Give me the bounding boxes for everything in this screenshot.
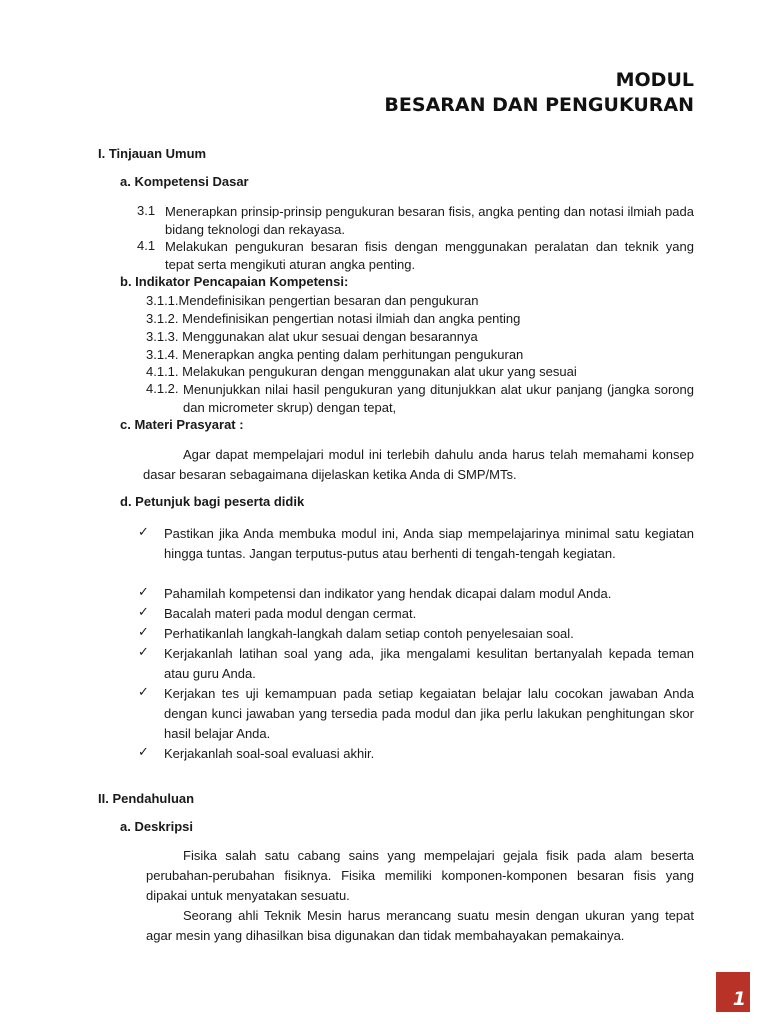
check-mark-icon: ✓ — [138, 644, 149, 659]
kd-number: 4.1 — [137, 238, 156, 253]
kd-number: 3.1 — [137, 203, 156, 218]
description-paragraph: Seorang ahli Teknik Mesin harus merancang suatu mesin dengan ukuran yang tepat agar mesin yang dihasilkan bisa digunakan dan tidak membahayakan pemakainya. — [146, 908, 694, 943]
subsection-d-heading: d. Petunjuk bagi peserta didik — [120, 494, 305, 509]
kd-text: Melakukan pengukuran besaran fisis dengan menggunakan peralatan dan teknik yang tepat serta mengikuti aturan angka penting. — [165, 239, 694, 272]
description-paragraph: Fisika salah satu cabang sains yang mempelajari gejala fisik pada alam beserta perubahan-perubahan fisiknya. Fisika memiliki komponen-komponen besaran fisis yang dipakai untuk menyatakan sesuatu. — [146, 848, 694, 903]
module-title — [384, 68, 694, 118]
check-mark-icon: ✓ — [138, 604, 149, 619]
indicator-item: 3.1.3. Menggunakan alat ukur sesuai dengan besarannya — [146, 329, 478, 344]
checklist-item: ✓ Kerjakanlah latihan soal yang ada, jika mengalami kesulitan bertanyalah kepada teman atau guru Anda. — [138, 644, 694, 681]
title-line-1: MODUL — [615, 69, 694, 91]
indicator-item: 4.1.1. Melakukan pengukuran dengan menggunakan alat ukur yang sesuai — [146, 364, 577, 379]
kd-text: Menerapkan prinsip-prinsip pengukuran besaran fisis, angka penting dan notasi ilmiah pada bidang teknologi dan rekayasa. — [165, 204, 694, 237]
checklist-item: ✓ Bacalah materi pada modul dengan cermat. — [138, 604, 417, 621]
checklist-item: ✓ Perhatikanlah langkah-langkah dalam setiap contoh penyelesaian soal. — [138, 624, 574, 641]
subsection-a-heading: a. Kompetensi Dasar — [120, 174, 249, 189]
subsection-a-heading: a. Deskripsi — [120, 819, 193, 834]
indicator-text: Menunjukkan nilai hasil pengukuran yang ditunjukkan alat ukur panjang (jangka sorong dan micrometer skrup) dengan tepat, — [183, 382, 694, 415]
checklist-item: ✓ Kerjakanlah soal-soal evaluasi akhir. — [138, 744, 375, 761]
checklist-item: ✓ Kerjakan tes uji kemampuan pada setiap kegaiatan belajar lalu cocokan jawaban Anda dengan kunci jawaban yang tersedia pada modul dan jika perlu lakukan penghitungan skor hasil belajar Anda. — [138, 684, 694, 741]
checklist-item: ✓ Pahamilah kompetensi dan indikator yang hendak dicapai dalam modul Anda. — [138, 584, 612, 601]
title-line-2: BESARAN DAN PENGUKURAN — [384, 94, 694, 116]
section-2-heading: II. Pendahuluan — [98, 791, 195, 806]
check-mark-icon: ✓ — [138, 744, 149, 759]
check-mark-icon: ✓ — [138, 524, 149, 539]
check-mark-icon: ✓ — [138, 684, 149, 699]
subsection-c-heading: c. Materi Prasyarat : — [120, 417, 244, 432]
indicator-item: 3.1.4. Menerapkan angka penting dalam perhitungan pengukuran — [146, 347, 524, 362]
indicator-item: 3.1.2. Mendefinisikan pengertian notasi ilmiah dan angka penting — [146, 311, 521, 326]
subsection-b-heading: b. Indikator Pencapaian Kompetensi: — [120, 274, 349, 289]
check-mark-icon: ✓ — [138, 584, 149, 599]
prerequisite-paragraph: Agar dapat mempelajari modul ini terlebih dahulu anda harus telah memahami konsep dasar besaran sebagaimana dijelaskan ketika Anda di SMP/MTs. — [143, 447, 694, 482]
indicator-item: 3.1.1.Mendefinisikan pengertian besaran dan pengukuran — [146, 293, 479, 308]
page-number-badge: 1 — [716, 972, 750, 1012]
check-mark-icon: ✓ — [138, 624, 149, 639]
checklist-item: ✓ Pastikan jika Anda membuka modul ini, Anda siap mempelajarinya minimal satu kegiatan hingga tuntas. Jangan terputus-putus atau berhenti di tengah-tengah kegiatan. — [138, 524, 694, 561]
section-1-heading: I. Tinjauan Umum — [98, 146, 207, 161]
indicator-number: 4.1.2. — [146, 381, 179, 396]
